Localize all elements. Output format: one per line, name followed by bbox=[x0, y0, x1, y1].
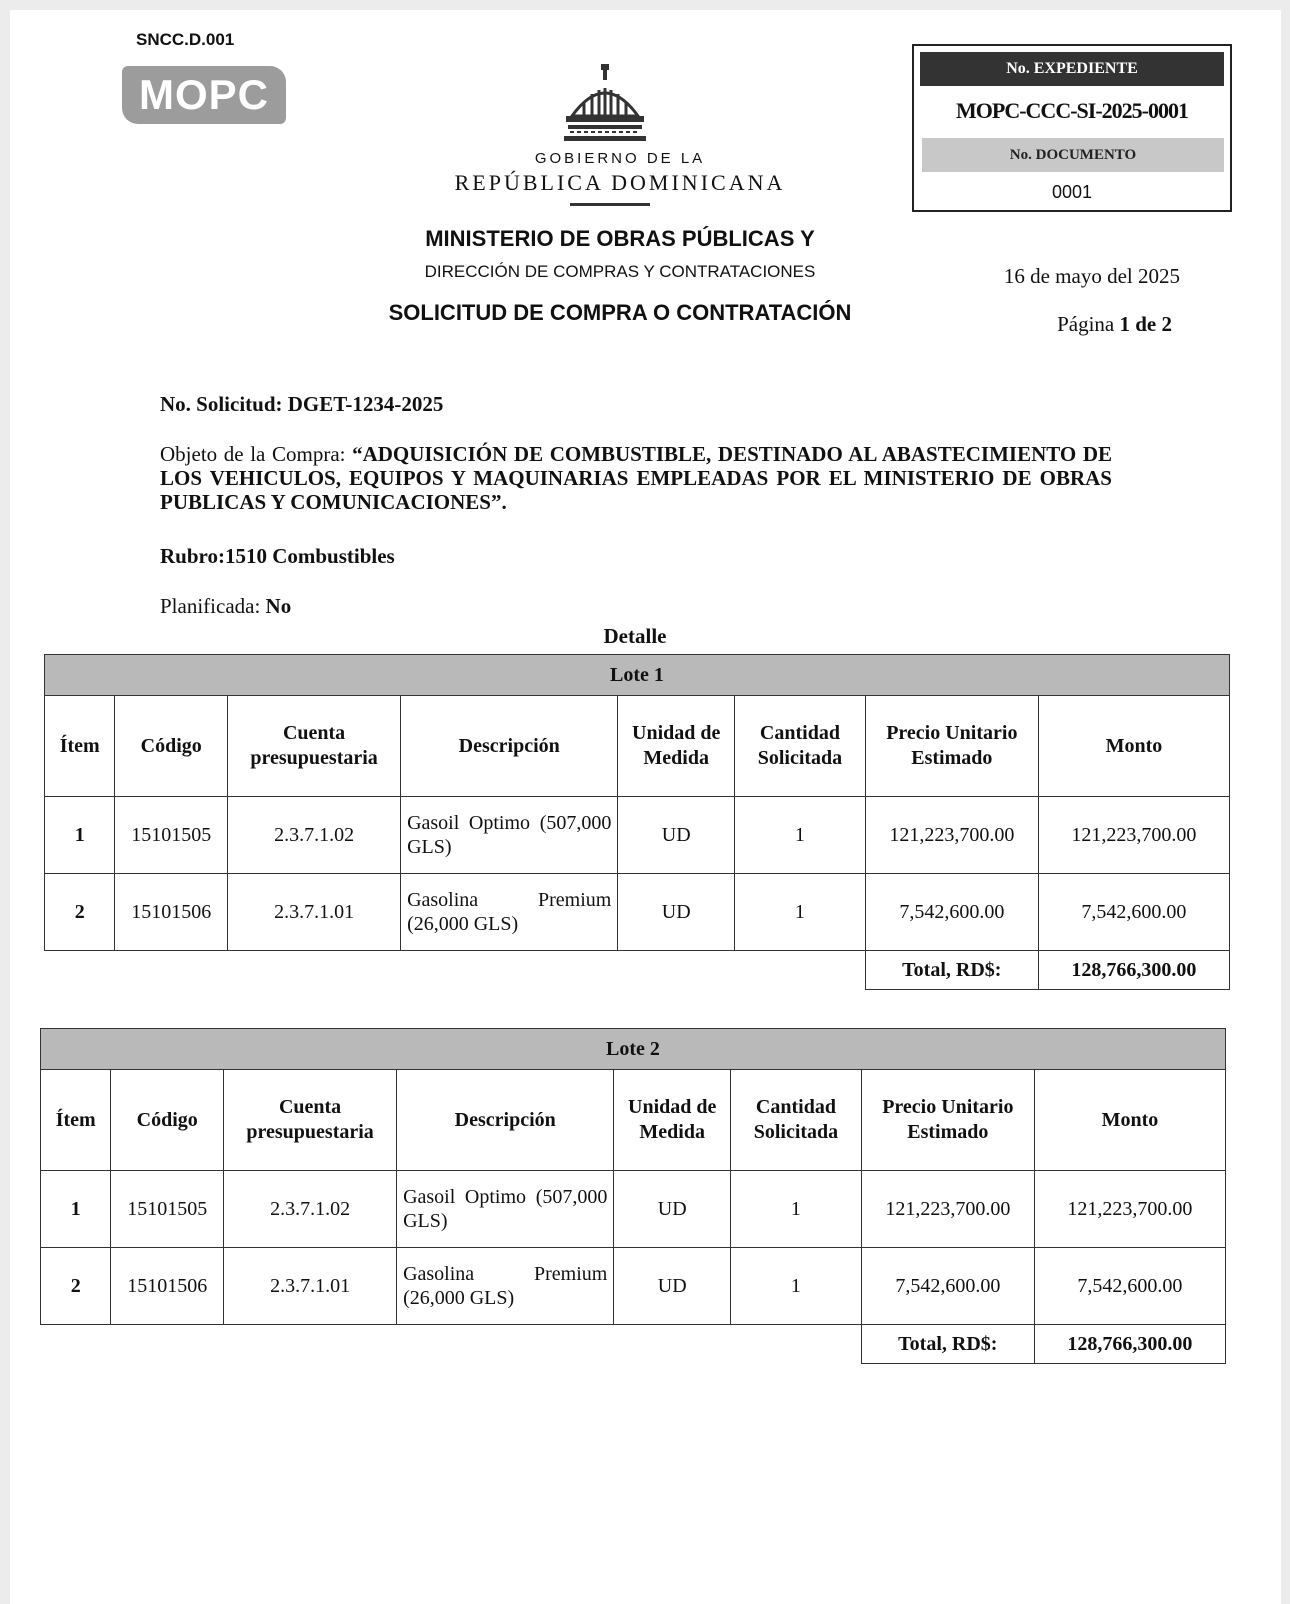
cell-precio: 121,223,700.00 bbox=[865, 797, 1038, 874]
cell-cantidad: 1 bbox=[731, 1248, 862, 1325]
cell-codigo: 15101506 bbox=[115, 874, 228, 951]
cell-cuenta: 2.3.7.1.02 bbox=[228, 797, 401, 874]
col-cuenta: Cuenta presupuestaria bbox=[224, 1070, 397, 1171]
table-row bbox=[45, 874, 1230, 951]
gov-line1: GOBIERNO DE LA bbox=[534, 150, 706, 167]
cell-cantidad: 1 bbox=[735, 874, 866, 951]
logo-text: MOPC bbox=[139, 71, 269, 118]
document-date: 16 de mayo del 2025 bbox=[1003, 264, 1180, 288]
cell-codigo: 15101506 bbox=[111, 1248, 224, 1325]
page-number bbox=[950, 312, 1172, 337]
objeto-value: “ADQUISICIÓN DE COMBUSTIBLE, DESTINADO AL ABASTECIMIENTO DE LOS VEHICULOS, EQUIPOS Y MAQUINARIAS EMPLEADAS POR EL MINISTERIO DE OBRAS PUBLICAS Y COMUNICACIONES”. bbox=[160, 442, 1113, 514]
expediente-label: No. EXPEDIENTE bbox=[920, 52, 1224, 86]
documento-label: No. DOCUMENTO bbox=[922, 138, 1224, 172]
col-precio: Precio Unitario Estimado bbox=[861, 1070, 1034, 1171]
cell-item: 1 bbox=[45, 797, 115, 874]
total-value: 128,766,300.00 bbox=[1038, 951, 1229, 990]
cell-cuenta: 2.3.7.1.02 bbox=[224, 1171, 397, 1248]
direccion-name: DIRECCIÓN DE COMPRAS Y CONTRATACIONES bbox=[424, 262, 816, 281]
ministry-name: MINISTERIO DE OBRAS PÚBLICAS Y bbox=[425, 226, 815, 251]
mopc-logo bbox=[122, 66, 286, 124]
cell-item: 2 bbox=[41, 1248, 111, 1325]
col-cantidad: Cantidad Solicitada bbox=[731, 1070, 862, 1171]
cell-item: 1 bbox=[41, 1171, 111, 1248]
cell-monto: 7,542,600.00 bbox=[1034, 1248, 1225, 1325]
table-row bbox=[45, 797, 1230, 874]
planificada-value: No bbox=[265, 594, 292, 618]
total-label: Total, RD$: bbox=[861, 1325, 1034, 1364]
cell-unidad: UD bbox=[614, 1248, 731, 1325]
total-value: 128,766,300.00 bbox=[1034, 1325, 1225, 1364]
objeto-label: Objeto de la Compra: bbox=[160, 442, 346, 466]
objeto-compra bbox=[160, 442, 1112, 514]
expediente-value: MOPC-CCC-SI-2025-0001 bbox=[956, 98, 1188, 123]
planificada-label: Planificada: bbox=[160, 594, 261, 618]
detalle-heading: Detalle bbox=[603, 624, 667, 648]
page-total: 2 bbox=[1161, 312, 1172, 336]
page-current: 1 bbox=[1119, 312, 1130, 336]
col-descripcion: Descripción bbox=[397, 1070, 614, 1171]
blank-cell bbox=[45, 951, 866, 990]
solicitud-number: No. Solicitud: DGET-1234-2025 bbox=[160, 392, 444, 416]
col-monto: Monto bbox=[1034, 1070, 1225, 1171]
rubro: Rubro:1510 Combustibles bbox=[160, 544, 395, 568]
col-descripcion: Descripción bbox=[401, 696, 618, 797]
capitol-dome-icon bbox=[562, 64, 648, 144]
document-page bbox=[10, 10, 1281, 1604]
col-precio: Precio Unitario Estimado bbox=[865, 696, 1038, 797]
total-label: Total, RD$: bbox=[865, 951, 1038, 990]
col-unidad: Unidad de Medida bbox=[618, 696, 735, 797]
cell-descripcion: Gasolina Premium (26,000 GLS) bbox=[401, 874, 618, 951]
cell-codigo: 15101505 bbox=[115, 797, 228, 874]
col-codigo: Código bbox=[115, 696, 228, 797]
lote-title: Lote 2 bbox=[41, 1029, 1226, 1070]
cell-descripcion: Gasoil Optimo (507,000 GLS) bbox=[397, 1171, 614, 1248]
cell-monto: 121,223,700.00 bbox=[1038, 797, 1229, 874]
lote-title: Lote 1 bbox=[45, 655, 1230, 696]
cell-monto: 7,542,600.00 bbox=[1038, 874, 1229, 951]
cell-precio: 7,542,600.00 bbox=[861, 1248, 1034, 1325]
col-unidad: Unidad de Medida bbox=[614, 1070, 731, 1171]
cell-descripcion: Gasoil Optimo (507,000 GLS) bbox=[401, 797, 618, 874]
gov-line2: REPÚBLICA DOMINICANA bbox=[454, 170, 786, 195]
cell-unidad: UD bbox=[618, 797, 735, 874]
gov-divider bbox=[570, 203, 650, 206]
col-cuenta: Cuenta presupuestaria bbox=[228, 696, 401, 797]
col-monto: Monto bbox=[1038, 696, 1229, 797]
cell-cuenta: 2.3.7.1.01 bbox=[224, 1248, 397, 1325]
cell-precio: 7,542,600.00 bbox=[865, 874, 1038, 951]
form-code: SNCC.D.001 bbox=[136, 30, 235, 49]
documento-value: 0001 bbox=[1051, 182, 1093, 202]
lote-table bbox=[44, 654, 1230, 990]
cell-unidad: UD bbox=[614, 1171, 731, 1248]
lote-table bbox=[40, 1028, 1226, 1364]
col-codigo: Código bbox=[111, 1070, 224, 1171]
cell-item: 2 bbox=[45, 874, 115, 951]
document-title: SOLICITUD DE COMPRA O CONTRATACIÓN bbox=[388, 300, 852, 325]
cell-unidad: UD bbox=[618, 874, 735, 951]
cell-codigo: 15101505 bbox=[111, 1171, 224, 1248]
cell-precio: 121,223,700.00 bbox=[861, 1171, 1034, 1248]
expediente-box bbox=[912, 44, 1232, 212]
col-item: Ítem bbox=[45, 696, 115, 797]
cell-cantidad: 1 bbox=[735, 797, 866, 874]
cell-cuenta: 2.3.7.1.01 bbox=[228, 874, 401, 951]
cell-descripcion: Gasolina Premium (26,000 GLS) bbox=[397, 1248, 614, 1325]
page-prefix: Página bbox=[1057, 312, 1115, 336]
table-row bbox=[41, 1248, 1226, 1325]
col-cantidad: Cantidad Solicitada bbox=[735, 696, 866, 797]
cell-cantidad: 1 bbox=[731, 1171, 862, 1248]
planificada bbox=[160, 594, 291, 619]
cell-monto: 121,223,700.00 bbox=[1034, 1171, 1225, 1248]
col-item: Ítem bbox=[41, 1070, 111, 1171]
table-row bbox=[41, 1171, 1226, 1248]
blank-cell bbox=[41, 1325, 862, 1364]
page-sep: de bbox=[1135, 312, 1157, 336]
